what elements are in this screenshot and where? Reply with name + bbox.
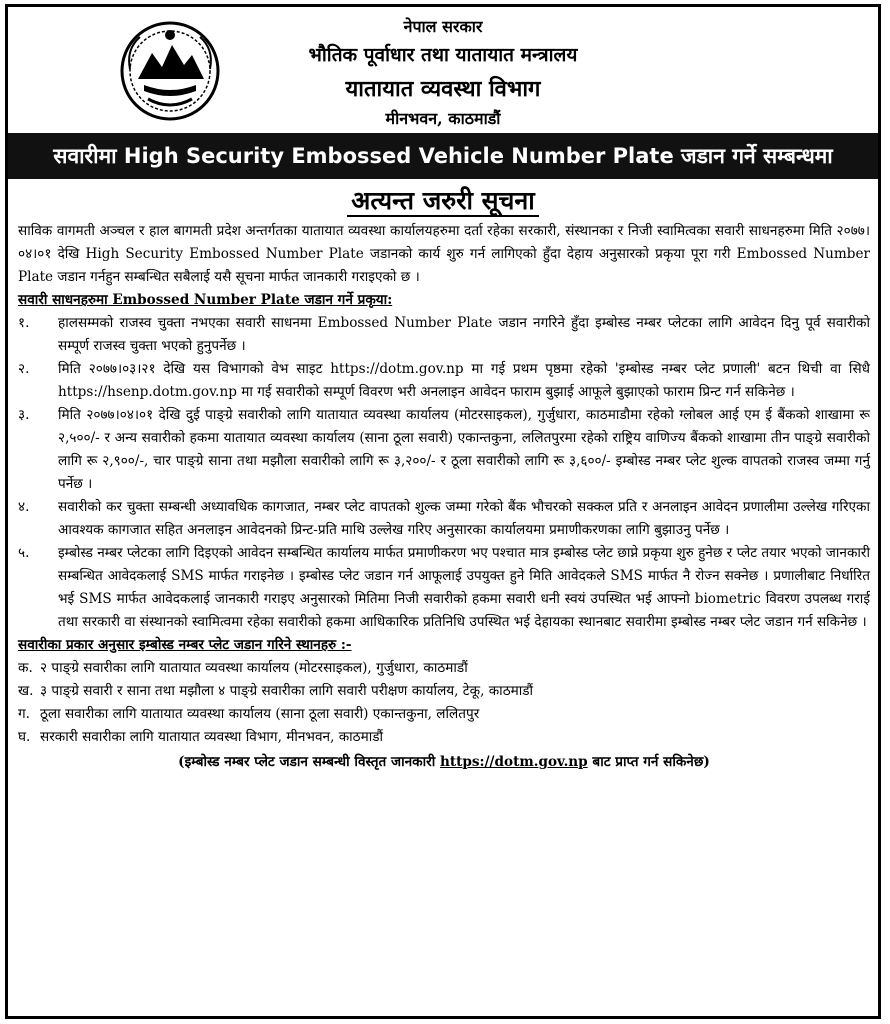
department-name: यातायात व्यवस्था विभाग [345,76,541,102]
list-item [18,312,870,358]
location-item-number: ख. [18,683,34,699]
location-item-text: ३ पाङ्ग्रे सवारी र साना तथा मझौला ४ पाङ्ग्रे सवारीका लागि सवारी परीक्षण कार्यालय, टेकू, काठमाडौं [40,683,534,699]
location-item [18,657,870,680]
subject-banner: सवारीमा High Security Embossed Vehicle Number Plate जडान गर्ने सम्बन्धमा [8,133,878,179]
list-item [18,542,870,634]
dotm-website-link[interactable]: https://dotm.gov.np [439,754,588,770]
location-item-text: २ पाङ्ग्रे सवारीका लागि यातायात व्यवस्था कार्यालय (मोटरसाइकल), गुर्जुधारा, काठमाडौं [40,660,468,676]
list-item-number: २. [18,361,30,377]
list-item-number: ४. [18,499,30,515]
notice-frame [5,4,881,1019]
notice-title [8,183,878,217]
list-item-number: १. [18,315,30,331]
list-item-text: इम्बोस्ड नम्बर प्लेटका लागि दिइएको आवेदन सम्बन्धित कार्यालय मार्फत प्रमाणीकरण भए पश्चात मात्र इम्बोस्ड प्लेट छाप्ने प्रकृया शुरु हुनेछ र प्लेट तयार भएको जानकारी सम्बन्धित आवेदकलाई SMS मार्फत गराइनेछ । इम्बोस्ड प्लेट जडान गर्न आफूलाई उपयुक्त हुने मिति आवेदकले SMS मार्फत नै रोज्न सक्नेछ । प्रणालीबाट निर्धारित भई SMS मार्फत आवेदकलाई जानकारी गराइए अनुसारको मितिमा निजी सवारीको हकमा सवारी धनी स्वयं उपस्थित भई आफ्नो biometric विवरण उपलब्ध गराई तथा सरकारी वा संस्थानको स्वामित्वमा रहेका सवारीको हकमा आधिकारिक प्रतिनिधि उपस्थित भई देहायका स्थानबाट सवारीमा इम्बोस्ड नम्बर प्लेट जडान गर्न सकिनेछ । [58,545,870,630]
list-item-text: हालसम्मको राजस्व चुक्ता नभएका सवारी साधनमा Embossed Number Plate जडान नगरिने हुँदा इम्बोस्ड नम्बर प्लेटका लागि आवेदन दिनु पूर्व सवारीको सम्पूर्ण राजस्व चुक्ता भएको हुनुपर्नेछ । [58,315,870,354]
ministry-name: भौतिक पूर्वाधार तथा यातायात मन्त्रालय [308,44,578,66]
government-name: नेपाल सरकार [403,17,483,36]
list-item [18,358,870,404]
process-section-title: सवारी साधनहरुमा Embossed Number Plate जडान गर्ने प्रकृया: [18,292,393,308]
list-item-number: ५. [18,545,30,561]
location-item-number: क. [18,660,33,676]
notice-body [18,220,870,774]
list-item-text: सवारीको कर चुक्ता सम्बन्धी अध्यावधिक कागजात, नम्बर प्लेट वापतको शुल्क जम्मा गरेको बैंक भौचरको सक्कल प्रति र अनलाइन आवेदन प्रणालीमा उल्लेख गरिएका आवश्यक कागजात सहित अनलाइन आवेदनको प्रिन्ट-प्रति माथि उल्लेख गरिए अनुसारका कार्यालयमा प्रमाणीकरणका लागि बुझाउनु पर्नेछ । [58,499,870,538]
location-item [18,703,870,726]
notice-title-text: अत्यन्त जरुरी सूचना [347,186,539,217]
list-item-text: मिति २०७७।०३।२१ देखि यस विभागको वेभ साइट https://dotm.gov.np मा गई प्रथम पृष्ठमा रहेको 'इम्बोस्ड नम्बर प्लेट प्रणाली' बटन थिची वा सिधै https://hsenp.dotm.gov.np मा गई सवारीको सम्पूर्ण विवरण भरी अनलाइन आवेदन फाराम बुझाई आफूले बुझाएको फाराम प्रिन्ट गर्न सकिनेछ । [58,361,870,400]
list-item [18,404,870,496]
footer-note [18,751,870,774]
location-item [18,726,870,749]
footer-prefix: (इम्बोस्ड नम्बर प्लेट जडान सम्बन्धी विस्तृत जानकारी [178,754,440,770]
footer-suffix: बाट प्राप्त गर्न सकिनेछ) [587,754,710,770]
location-item-text: सरकारी सवारीका लागि यातायात व्यवस्था विभाग, मीनभवन, काठमाडौं [40,729,384,745]
list-item [18,496,870,542]
intro-paragraph: साविक वागमती अञ्चल र हाल बागमती प्रदेश अन्तर्गतका यातायात व्यवस्था कार्यालयहरुमा दर्ता रहेका सरकारी, संस्थानका र निजी स्वामित्वका सवारी साधनहरुमा मिति २०७७।०४।०१ देखि High Security Embossed Number Plate जडानको कार्य शुरु गर्न लागिएको हुँदा देहाय अनुसारको प्रकृया पूरा गरी Embossed Number Plate जडान गर्नहुन सम्बन्धित सबैलाई यसै सूचना मार्फत जानकारी गराइएको छ । [18,223,870,285]
notice-header [8,7,878,133]
office-address: मीनभवन, काठमाडौं [385,109,501,128]
list-item-number: ३. [18,407,30,423]
location-item [18,680,870,703]
list-item-text: मिति २०७७।०४।०१ देखि दुई पाङ्ग्रे सवारीको लागि यातायात व्यवस्था कार्यालय (मोटरसाइकल), गुर्जुधारा, काठमाडौमा रहेको ग्लोबल आई एम ई बैंकको शाखामा रू २,५००/- र अन्य सवारीको हकमा यातायात व्यवस्था कार्यालय (साना ठूला सवारी) एकान्तकुना, ललितपुरमा रहेको राष्ट्रिय वाणिज्य बैंकको शाखामा तीन पाङ्ग्रे सवारीको लागि रू २,९००/-, चार पाङ्ग्रे साना तथा मझौला सवारीको लागि रू ३,२००/- र ठूला सवारीको लागि रू ३,६००/- इम्बोस्ड नम्बर प्लेट शुल्क वापतको राजस्व जम्मा गर्नु पर्नेछ । [58,407,870,492]
location-item-text: ठूला सवारीका लागि यातायात व्यवस्था कार्यालय (साना ठूला सवारी) एकान्तकुना, ललितपुर [40,706,480,722]
locations-section-title: सवारीका प्रकार अनुसार इम्बोस्ड नम्बर प्लेट जडान गरिने स्थानहरु :- [18,637,352,653]
location-item-number: घ. [18,729,31,745]
location-item-number: ग. [18,706,30,722]
